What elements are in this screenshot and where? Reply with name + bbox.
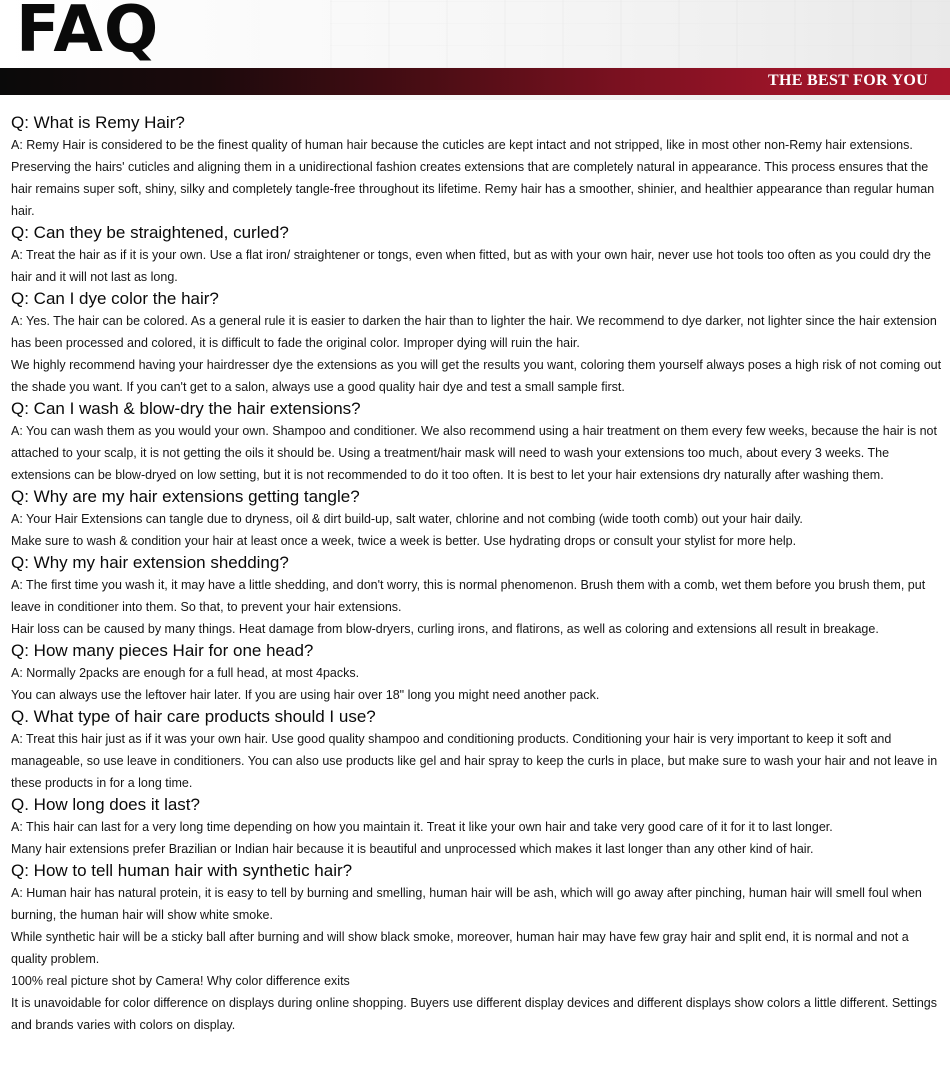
faq-question: Q. How long does it last? (11, 795, 200, 814)
header-tagline: THE BEST FOR YOU (768, 72, 928, 89)
faq-question: Q: Can they be straightened, curled? (11, 223, 289, 242)
faq-answer-paragraph: We highly recommend having your hairdresser dye the extensions as you will get the results you want, coloring them yourself always poses a high risk of not coming out the shade you want. If you can't get to a salon, always use a good quality hair dye and test a small sample first. (11, 358, 942, 394)
faq-answer-paragraph: A: Normally 2packs are enough for a full head, at most 4packs. (11, 666, 360, 680)
faq-answer-paragraph: A: The first time you wash it, it may have a little shedding, and don't worry, this is normal phenomenon. Brush them with a comb, wet them before you brush them, put leave in conditioner into them. So that, to prevent your hair extensions. (11, 578, 926, 614)
faq-answer-paragraph: A: Your Hair Extensions can tangle due to dryness, oil & dirt build-up, salt water, chlorine and not combing (wide tooth comb) out your hair daily. (11, 512, 803, 526)
faq-item (11, 222, 946, 288)
faq-answer-paragraph: A: Remy Hair is considered to be the finest quality of human hair because the cuticles are kept intact and not stripped, like in most other non-Remy hair extensions. Preserving the hairs' cuticles and aligning them in a unidirectional fashion creates extensions that are completely natural in appearance. This process ensures that the hair remains super soft, shiny, silky and completely tangle-free throughout its lifetime. Remy hair has a smoother, shinier, and healthier appearance than regular human hair. (11, 138, 935, 218)
faq-answer-paragraph: You can always use the leftover hair later. If you are using hair over 18" long you might need another pack. (11, 688, 600, 702)
faq-item (11, 112, 946, 222)
header-background-pattern (330, 0, 950, 68)
faq-question: Q: What is Remy Hair? (11, 113, 185, 132)
faq-question: Q: Why are my hair extensions getting tangle? (11, 487, 360, 506)
faq-item (11, 552, 946, 640)
faq-answer-paragraph: A: Human hair has natural protein, it is easy to tell by burning and smelling, human hair will be ash, which will go away after pinching, human hair will smell foul when burning, the human hair will show white smoke. (11, 886, 922, 922)
faq-question: Q: Why my hair extension shedding? (11, 553, 289, 572)
faq-item (11, 486, 946, 552)
faq-answer-paragraph: Make sure to wash & condition your hair at least once a week, twice a week is better. Use hydrating drops or consult your stylist for more help. (11, 534, 797, 548)
faq-item (11, 706, 946, 794)
faq-answer-paragraph: A: This hair can last for a very long time depending on how you maintain it. Treat it like your own hair and take very good care of it for it to last longer. (11, 820, 833, 834)
faq-item (11, 640, 946, 706)
faq-question: Q: Can I wash & blow-dry the hair extensions? (11, 399, 361, 418)
faq-question: Q. What type of hair care products should I use? (11, 707, 376, 726)
faq-answer-paragraph: 100% real picture shot by Camera! Why color difference exits (11, 974, 350, 988)
faq-list (11, 112, 946, 1036)
faq-item (11, 288, 946, 398)
faq-answer-paragraph: It is unavoidable for color difference on displays during online shopping. Buyers use different display devices and different displays show colors a little different. Settings and brands varies with colors on display. (11, 996, 938, 1032)
faq-item (11, 860, 946, 1036)
faq-item (11, 794, 946, 860)
page-title: FAQ (16, 0, 160, 67)
faq-answer-paragraph: While synthetic hair will be a sticky ball after burning and will show black smoke, moreover, human hair may have few gray hair and split end, it is normal and not a quality problem. (11, 930, 909, 966)
faq-answer-paragraph: A: Treat the hair as if it is your own. Use a flat iron/ straightener or tongs, even when fitted, but as with your own hair, never use hot tools too often as you could dry the hair and it will not last as long. (11, 248, 931, 284)
faq-question: Q: How many pieces Hair for one head? (11, 641, 314, 660)
faq-item (11, 398, 946, 486)
faq-answer-paragraph: A: Yes. The hair can be colored. As a general rule it is easier to darken the hair than to lighter the hair. We recommend to dye darker, not lighter since the hair extension has been processed and colored, it is difficult to fade the original color. Improper dying will ruin the hair. (11, 314, 937, 350)
faq-answer-paragraph: A: You can wash them as you would your own. Shampoo and conditioner. We also recommend using a hair treatment on them every few weeks, because the hair is not attached to your scalp, it is not getting the oils it should be. Using a treatment/hair mask will need to wash your extensions too much, about every 3 weeks. The extensions can be blow-dryed on low setting, but it is not recommended to do it too often. It is best to let your hair extensions dry naturally after washing them. (11, 424, 937, 482)
faq-answer-paragraph: Hair loss can be caused by many things. Heat damage from blow-dryers, curling irons, and flatirons, as well as coloring and extensions all result in breakage. (11, 622, 879, 636)
faq-answer-paragraph: Many hair extensions prefer Brazilian or Indian hair because it is beautiful and unprocessed which makes it last longer than any other kind of hair. (11, 842, 814, 856)
faq-question: Q: Can I dye color the hair? (11, 289, 219, 308)
faq-header (0, 0, 950, 100)
faq-question: Q: How to tell human hair with synthetic hair? (11, 861, 353, 880)
faq-answer-paragraph: A: Treat this hair just as if it was your own hair. Use good quality shampoo and conditioning products. Conditioning your hair is very important to keep it soft and manageable, so use leave in conditioners. You can also use products like gel and hair spray to keep the curls in place, but make sure to wash your hair and not leave in these products in for a long time. (11, 732, 938, 790)
